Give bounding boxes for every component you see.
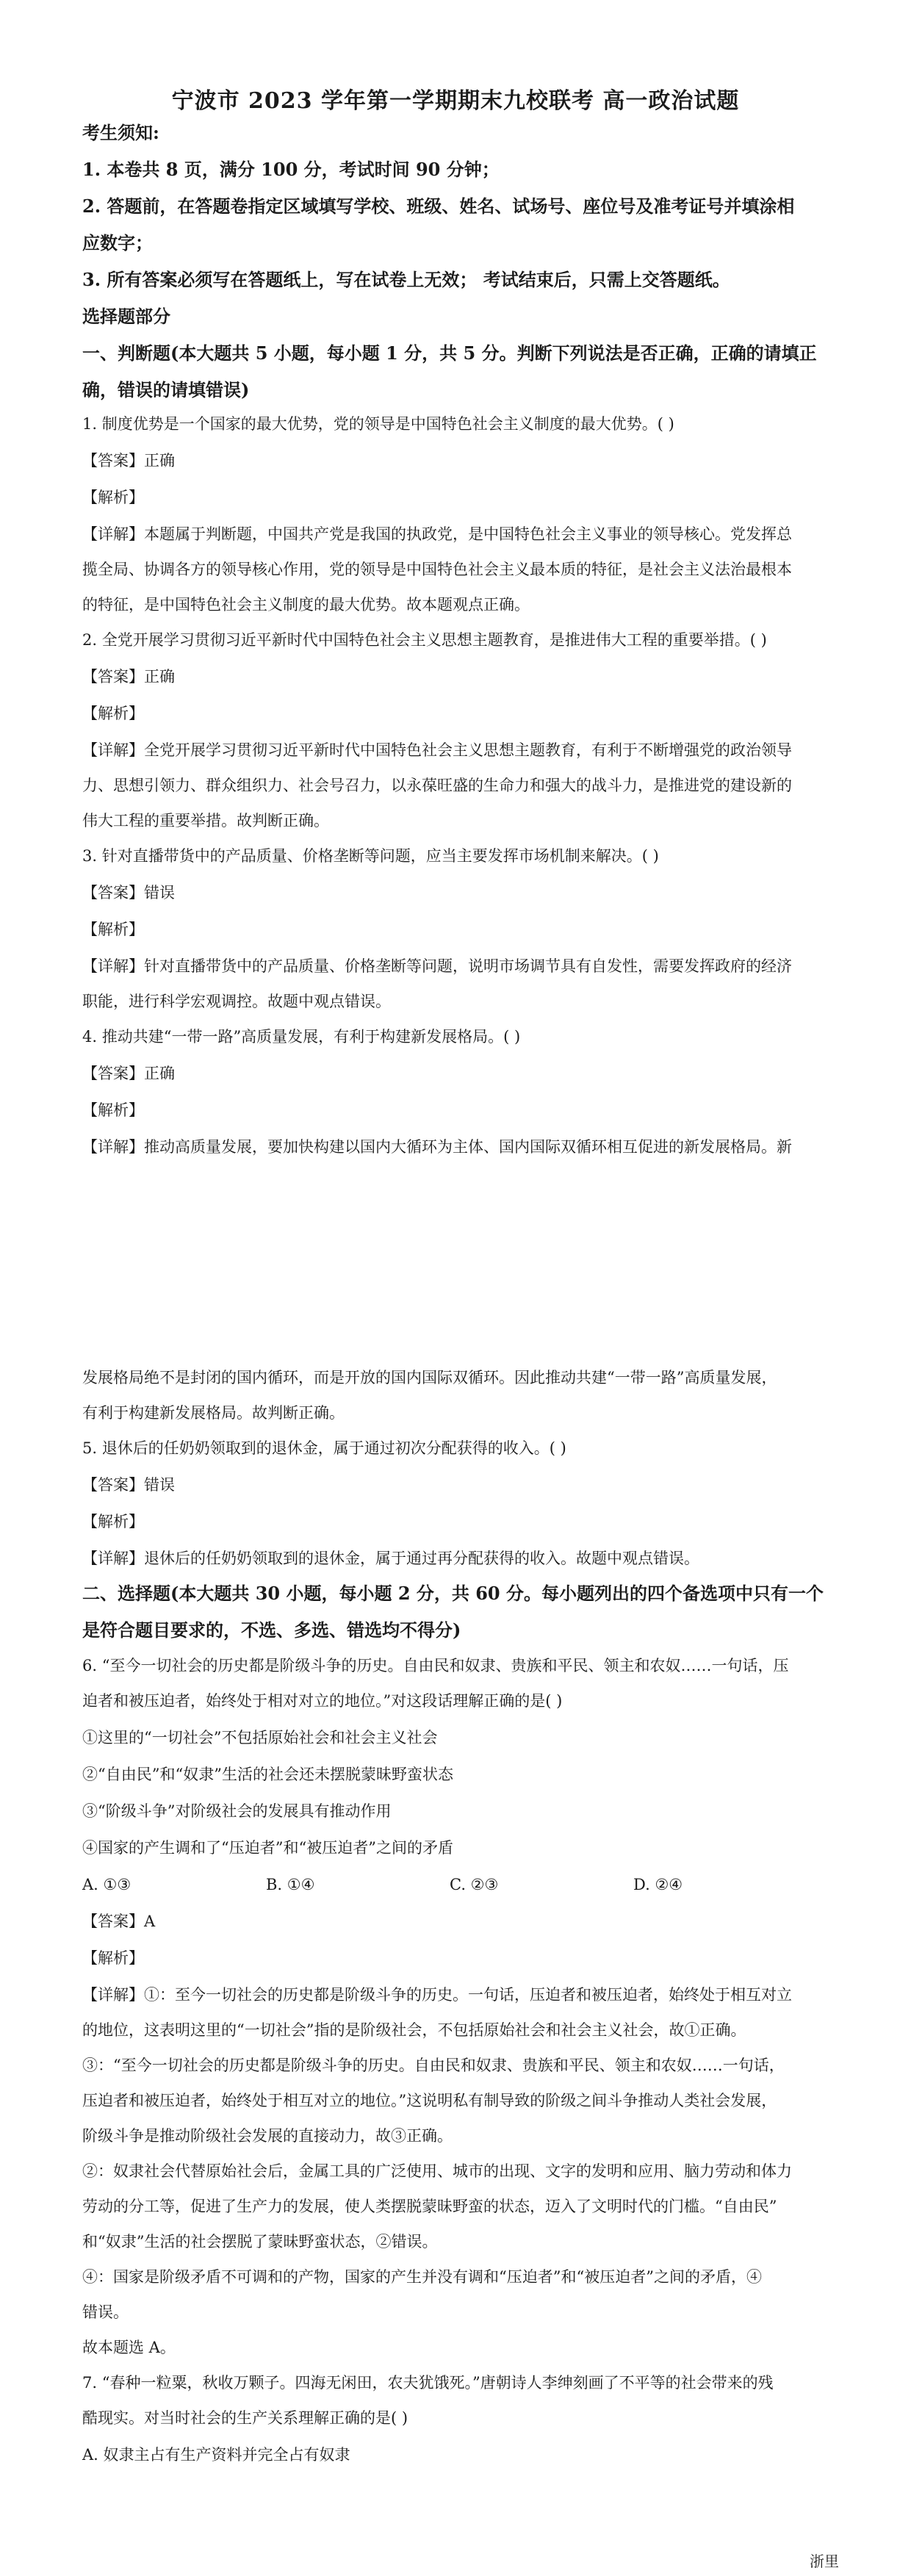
question-stem: 4. 推动共建“一带一路”高质量发展，有利于构建新发展格局。( ) [82,1028,521,1046]
detail-text: 的地位，这表明这里的“一切社会”指的是阶级社会，不包括原始社会和社会主义社会，故①正确。 [82,2021,746,2039]
detail-text: 压迫者和被压迫者，始终处于相互对立的地位。”这说明私有制导致的阶级之间斗争推动人类社会发展， [82,2092,777,2109]
detail-text: 职能，进行科学宏观调控。故题中观点错误。 [82,993,391,1010]
analysis-label: 【解析】 [82,921,144,938]
detail-text: 伟大工程的重要举措。故判断正确。 [82,812,329,830]
option-a: A. 奴隶主占有生产资料并完全占有奴隶 [82,2446,350,2464]
part2-heading: 二、选择题(本大题共 30 小题，每小题 2 分，共 60 分。每小题列出的四个备选项中只有一个 [82,1583,824,1604]
question-stem: 迫者和被压迫者，始终处于相对对立的地位。”对这段话理解正确的是( ) [82,1692,563,1710]
option-b: B. ①④ [266,1876,315,1893]
option-a: A. ①③ [82,1876,132,1893]
part2-heading: 是符合题目要求的，不选、多选、错选均不得分) [82,1619,461,1641]
question-stem: 2. 全党开展学习贯彻习近平新时代中国特色社会主义思想主题教育，是推进伟大工程的重要举措。( ) [82,631,767,649]
detail-text: 【详解】针对直播带货中的产品质量、价格垄断等问题，说明市场调节具有自发性，需要发挥政府的经济 [82,957,792,975]
detail-text: 有利于构建新发展格局。故判断正确。 [82,1404,345,1422]
part1-heading: 一、判断题(本大题共 5 小题，每小题 1 分，共 5 分。判断下列说法是否正确，正确的请填正 [82,342,817,364]
statement: ①这里的“一切社会”不包括原始社会和社会主义社会 [82,1729,438,1746]
detail-text: ③：“至今一切社会的历史都是阶级斗争的历史。自由民和奴隶、贵族和平民、领主和农奴……一句话， [82,2057,785,2074]
notice-item: 2. 答题前，在答题卷指定区域填写学校、班级、姓名、试场号、座位号及准考证号并填涂相 [82,195,795,217]
detail-text: 阶级斗争是推动阶级社会发展的直接动力，故③正确。 [82,2127,453,2145]
analysis-label: 【解析】 [82,1101,144,1119]
detail-text: 【详解】①：至今一切社会的历史都是阶级斗争的历史。一句话，压迫者和被压迫者，始终处于相互对立 [82,1986,792,2004]
detail-text: ④：国家是阶级矛盾不可调和的产物，国家的产生并没有调和“压迫者”和“被压迫者”之间的矛盾，④ [82,2268,762,2286]
notice-item: 1. 本卷共 8 页，满分 100 分，考试时间 90 分钟； [82,159,500,180]
detail-text: 错误。 [82,2303,129,2321]
question-stem: 7. “春种一粒粟，秋收万颗子。四海无闲田，农夫犹饿死。”唐朝诗人李绅刻画了不平等的社会带来的残 [82,2374,774,2392]
answer-label: 【答案】正确 [82,452,175,469]
statement: ②“自由民”和“奴隶”生活的社会还未摆脱蒙昧野蛮状态 [82,1766,453,1783]
footer-mark: 浙里 [810,2552,839,2570]
detail-text: 发展格局绝不是封闭的国内循环，而是开放的国内国际双循环。因此推动共建“一带一路”高质量发展， [82,1369,777,1386]
detail-text: 【详解】退休后的任奶奶领取到的退休金，属于通过再分配获得的收入。故题中观点错误。 [82,1550,699,1567]
answer-label: 【答案】A [82,1913,156,1930]
answer-label: 【答案】正确 [82,668,175,686]
detail-text: 力、思想引领力、群众组织力、社会号召力，以永葆旺盛的生命力和强大的战斗力，是推进党的建设新的 [82,777,792,794]
part1-heading: 确，错误的请填错误) [82,379,250,400]
detail-text: 【详解】推动高质量发展，要加快构建以国内大循环为主体、国内国际双循环相互促进的新发展格局。新 [82,1138,792,1156]
page-title: 宁波市 2023 学年第一学期期末九校联考 高一政治试题 [171,88,740,114]
detail-text: 【详解】全党开展学习贯彻习近平新时代中国特色社会主义思想主题教育，有利于不断增强党的政治领导 [82,741,792,759]
notice-item: 3. 所有答案必须写在答题纸上，写在试卷上无效； 考试结束后，只需上交答题纸。 [82,269,730,290]
section-label: 选择题部分 [82,306,170,327]
detail-text: 揽全局、协调各方的领导核心作用，党的领导是中国特色社会主义最本质的特征，是社会主义法治最根本 [82,561,792,578]
question-stem: 5. 退休后的任奶奶领取到的退休金，属于通过初次分配获得的收入。( ) [82,1439,566,1457]
analysis-label: 【解析】 [82,1513,144,1530]
question-stem: 3. 针对直播带货中的产品质量、价格垄断等问题，应当主要发挥市场机制来解决。( ) [82,847,659,865]
detail-text: 【详解】本题属于判断题，中国共产党是我国的执政党，是中国特色社会主义事业的领导核心。党发挥总 [82,525,792,543]
detail-text: ②：奴隶社会代替原始社会后，金属工具的广泛使用、城市的出现、文字的发明和应用、脑力劳动和体力 [82,2162,792,2180]
question-stem: 6. “至今一切社会的历史都是阶级斗争的历史。自由民和奴隶、贵族和平民、领主和农奴……一句话，压 [82,1657,789,1674]
option-c: C. ②③ [450,1876,499,1893]
detail-text: 故本题选 A。 [82,2339,176,2356]
question-stem: 1. 制度优势是一个国家的最大优势，党的领导是中国特色社会主义制度的最大优势。( ) [82,415,674,433]
statement: ③“阶级斗争”对阶级社会的发展具有推动作用 [82,1802,392,1820]
notice-item: 应数字； [82,232,153,253]
statement: ④国家的产生调和了“压迫者”和“被压迫者”之间的矛盾 [82,1839,453,1857]
answer-label: 【答案】正确 [82,1065,175,1082]
detail-text: 的特征，是中国特色社会主义制度的最大优势。故本题观点正确。 [82,596,530,614]
detail-text: 和“奴隶”生活的社会摆脱了蒙昧野蛮状态，②错误。 [82,2233,438,2251]
analysis-label: 【解析】 [82,1949,144,1967]
notice-heading: 考生须知: [82,122,159,143]
analysis-label: 【解析】 [82,705,144,722]
option-d: D. ②④ [633,1876,683,1893]
question-stem: 酷现实。对当时社会的生产关系理解正确的是( ) [82,2409,408,2427]
answer-label: 【答案】错误 [82,1476,175,1494]
answer-label: 【答案】错误 [82,884,175,902]
detail-text: 劳动的分工等，促进了生产力的发展，使人类摆脱蒙昧野蛮的状态，迈入了文明时代的门槛。“自由民” [82,2198,777,2215]
analysis-label: 【解析】 [82,489,144,506]
